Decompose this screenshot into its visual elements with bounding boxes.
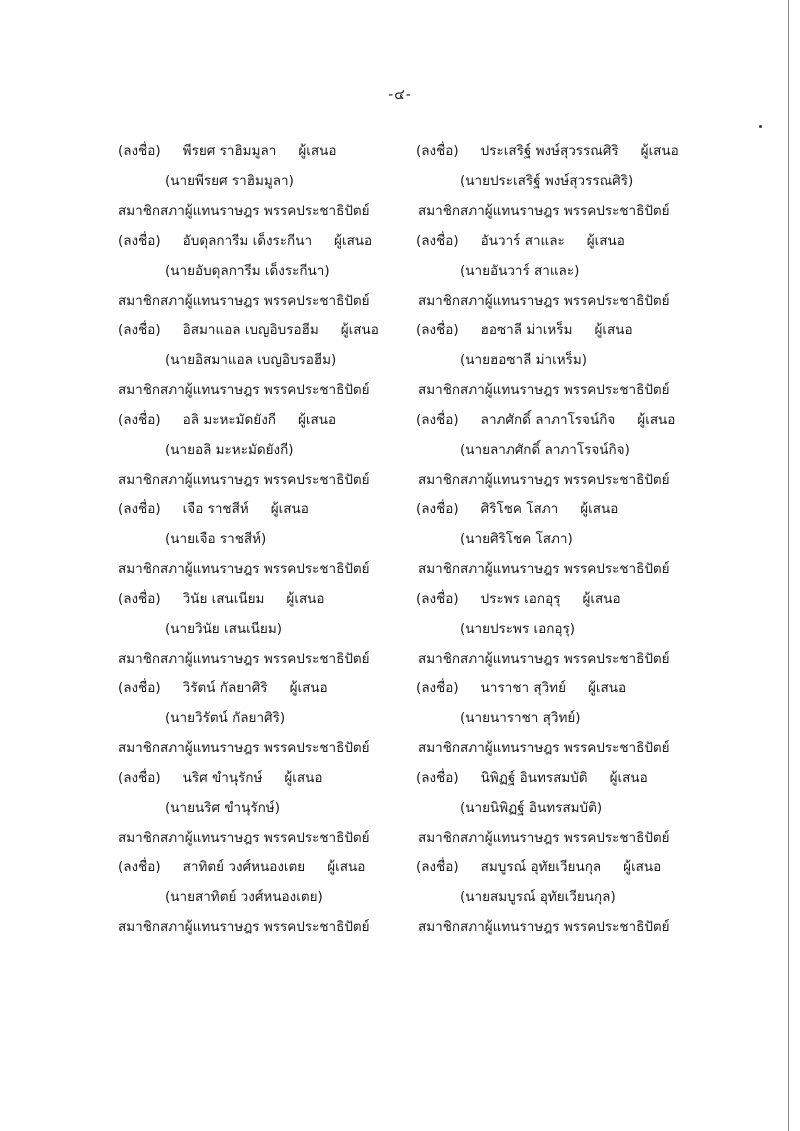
membership-line: สมาชิกสภาผู้แทนราษฎร พรรคประชาธิปัตย์ bbox=[118, 919, 370, 935]
full-name: (นายประเสริฐ์ พงษ์สุวรรณศิริ) bbox=[460, 173, 634, 189]
membership-line: สมาชิกสภาผู้แทนราษฎร พรรคประชาธิปัตย์ bbox=[118, 561, 370, 577]
signature-name: วินัย เสนเนียม bbox=[182, 590, 265, 607]
membership-line: สมาชิกสภาผู้แทนราษฎร พรรคประชาธิปัตย์ bbox=[418, 471, 670, 488]
membership-line: สมาชิกสภาผู้แทนราษฎร พรรคประชาธิปัตย์ bbox=[118, 292, 370, 309]
signature-name: สาทิตย์ วงศ์หนองเตย bbox=[182, 859, 306, 875]
full-name: (นายนาราชา สุวิทย์) bbox=[460, 710, 581, 726]
membership-line: สมาชิกสภาผู้แทนราษฎร พรรคประชาธิปัตย์ bbox=[418, 650, 670, 667]
signature-role: ผู้เสนอ bbox=[580, 501, 619, 517]
full-name: (นายลาภศักดิ์ ลาภาโรจน์กิจ) bbox=[460, 441, 630, 458]
signature-role: ผู้เสนอ bbox=[334, 232, 373, 249]
full-name: (นายพีรยศ ราฮิมมูลา) bbox=[165, 173, 294, 189]
membership-line: สมาชิกสภาผู้แทนราษฎร พรรคประชาธิปัตย์ bbox=[418, 561, 670, 577]
signature-name: นริศ ขำนุรักษ์ bbox=[182, 769, 263, 786]
full-name: (นายฮอซาลี ม่าเหร็ม) bbox=[460, 352, 588, 368]
signature-name: ลาภศักดิ์ ลาภาโรจน์กิจ bbox=[480, 411, 616, 428]
signature-name: นิพิฏฐ์ อินทรสมบัติ bbox=[480, 769, 588, 786]
signature-role: ผู้เสนอ bbox=[340, 322, 379, 338]
signature-line bbox=[416, 769, 648, 787]
membership-line: สมาชิกสภาผู้แทนราษฎร พรรคประชาธิปัตย์ bbox=[418, 292, 670, 309]
full-name: (นายอันวาร์ สาและ) bbox=[460, 262, 580, 279]
signature-name: สมบูรณ์ อุทัยเวียนกุล bbox=[480, 859, 602, 875]
full-name: (นายวินัย เสนเนียม) bbox=[165, 620, 282, 637]
signature-role: ผู้เสนอ bbox=[587, 680, 627, 696]
signature-label: (ลงชื่อ) bbox=[118, 322, 161, 338]
signature-name: ศิริโชค โสภา bbox=[480, 501, 559, 517]
signature-label: (ลงชื่อ) bbox=[416, 232, 459, 249]
signature-role: ผู้เสนอ bbox=[286, 590, 325, 607]
signature-name: อับดุลการีม เด็งระกีนา bbox=[182, 232, 313, 249]
signature-label: (ลงชื่อ) bbox=[416, 143, 459, 159]
full-name: (นายสาทิตย์ วงศ์หนองเตย) bbox=[165, 889, 323, 905]
full-name: (นายประพร เอกอุรุ) bbox=[460, 620, 576, 637]
full-name: (นายวิรัตน์ กัลยาศิริ) bbox=[165, 710, 286, 726]
full-name: (นายนิพิฏฐ์ อินทรสมบัติ) bbox=[460, 799, 603, 816]
signature-role: ผู้เสนอ bbox=[327, 859, 366, 875]
membership-line: สมาชิกสภาผู้แทนราษฎร พรรคประชาธิปัตย์ bbox=[118, 740, 370, 756]
membership-line: สมาชิกสภาผู้แทนราษฎร พรรคประชาธิปัตย์ bbox=[418, 203, 670, 219]
signature-label: (ลงชื่อ) bbox=[118, 501, 161, 517]
signature-label: (ลงชื่อ) bbox=[416, 411, 459, 428]
membership-line: สมาชิกสภาผู้แทนราษฎร พรรคประชาธิปัตย์ bbox=[118, 829, 370, 846]
signature-line bbox=[416, 142, 679, 160]
signature-label: (ลงชื่อ) bbox=[416, 322, 459, 338]
scan-mark bbox=[759, 125, 762, 128]
signature-role: ผู้เสนอ bbox=[609, 769, 648, 786]
signature-role: ผู้เสนอ bbox=[586, 232, 625, 249]
signature-role: ผู้เสนอ bbox=[270, 501, 309, 517]
membership-line: สมาชิกสภาผู้แทนราษฎร พรรคประชาธิปัตย์ bbox=[118, 471, 370, 488]
signature-line bbox=[416, 590, 621, 608]
signature-line bbox=[416, 858, 661, 876]
signature-name: วิรัตน์ กัลยาศิริ bbox=[182, 680, 268, 696]
signature-name: ประพร เอกอุรุ bbox=[480, 590, 561, 607]
signature-name: ประเสริฐ์ พงษ์สุวรรณศิริ bbox=[480, 143, 619, 159]
signature-line bbox=[416, 411, 675, 429]
full-name: (นายสมบูรณ์ อุทัยเวียนกุล) bbox=[460, 889, 616, 905]
membership-line: สมาชิกสภาผู้แทนราษฎร พรรคประชาธิปัตย์ bbox=[118, 382, 370, 398]
signature-name: นาราชา สุวิทย์ bbox=[480, 680, 566, 696]
full-name: (นายอับดุลการีม เด็งระกีนา) bbox=[165, 262, 330, 279]
membership-line: สมาชิกสภาผู้แทนราษฎร พรรคประชาธิปัตย์ bbox=[418, 829, 670, 846]
signature-role: ผู้เสนอ bbox=[623, 859, 662, 875]
signature-role: ผู้เสนอ bbox=[289, 680, 328, 696]
membership-line: สมาชิกสภาผู้แทนราษฎร พรรคประชาธิปัตย์ bbox=[118, 650, 370, 667]
signature-label: (ลงชื่อ) bbox=[118, 143, 161, 159]
signature-label: (ลงชื่อ) bbox=[416, 769, 459, 786]
membership-line: สมาชิกสภาผู้แทนราษฎร พรรคประชาธิปัตย์ bbox=[418, 919, 670, 935]
signature-label: (ลงชื่อ) bbox=[118, 859, 161, 875]
signature-role: ผู้เสนอ bbox=[298, 411, 337, 428]
full-name: (นายอลิ มะหะมัดยังกี) bbox=[165, 441, 294, 458]
signature-role: ผู้เสนอ bbox=[594, 322, 633, 338]
signature-label: (ลงชื่อ) bbox=[118, 590, 161, 607]
signature-name: ฮอซาลี ม่าเหร็ม bbox=[480, 322, 573, 338]
signature-label: (ลงชื่อ) bbox=[118, 769, 161, 786]
signature-role: ผู้เสนอ bbox=[637, 411, 676, 428]
signature-label: (ลงชื่อ) bbox=[416, 680, 459, 696]
signature-name: อลิ มะหะมัดยังกี bbox=[182, 411, 276, 428]
signature-role: ผู้เสนอ bbox=[298, 143, 337, 159]
signature-label: (ลงชื่อ) bbox=[118, 411, 161, 428]
signature-role: ผู้เสนอ bbox=[284, 769, 323, 786]
page-number: -๔- bbox=[388, 87, 412, 103]
full-name: (นายศิริโชค โสภา) bbox=[460, 531, 573, 547]
signature-line bbox=[416, 232, 625, 250]
signature-line bbox=[416, 679, 626, 697]
full-name: (นายเจือ ราชสีห์) bbox=[165, 531, 267, 547]
signature-name: อิสมาแอล เบญอิบรอฮีม bbox=[182, 322, 319, 338]
signature-label: (ลงชื่อ) bbox=[416, 859, 459, 875]
membership-line: สมาชิกสภาผู้แทนราษฎร พรรคประชาธิปัตย์ bbox=[418, 382, 670, 398]
membership-line: สมาชิกสภาผู้แทนราษฎร พรรคประชาธิปัตย์ bbox=[418, 740, 670, 756]
signature-line bbox=[416, 321, 633, 339]
signature-name: เจือ ราชสีห์ bbox=[182, 501, 249, 517]
signature-label: (ลงชื่อ) bbox=[118, 680, 161, 696]
signature-role: ผู้เสนอ bbox=[582, 590, 621, 607]
signature-label: (ลงชื่อ) bbox=[118, 232, 161, 249]
signature-label: (ลงชื่อ) bbox=[416, 590, 459, 607]
signature-role: ผู้เสนอ bbox=[640, 143, 679, 159]
full-name: (นายนริศ ขำนุรักษ์) bbox=[165, 799, 280, 816]
signature-name: อันวาร์ สาและ bbox=[480, 232, 565, 249]
membership-line: สมาชิกสภาผู้แทนราษฎร พรรคประชาธิปัตย์ bbox=[118, 203, 370, 219]
signature-line bbox=[416, 500, 618, 518]
signature-label: (ลงชื่อ) bbox=[416, 501, 459, 517]
full-name: (นายอิสมาแอล เบญอิบรอฮีม) bbox=[165, 352, 337, 368]
signature-name: พีรยศ ราฮิมมูลา bbox=[182, 143, 277, 159]
